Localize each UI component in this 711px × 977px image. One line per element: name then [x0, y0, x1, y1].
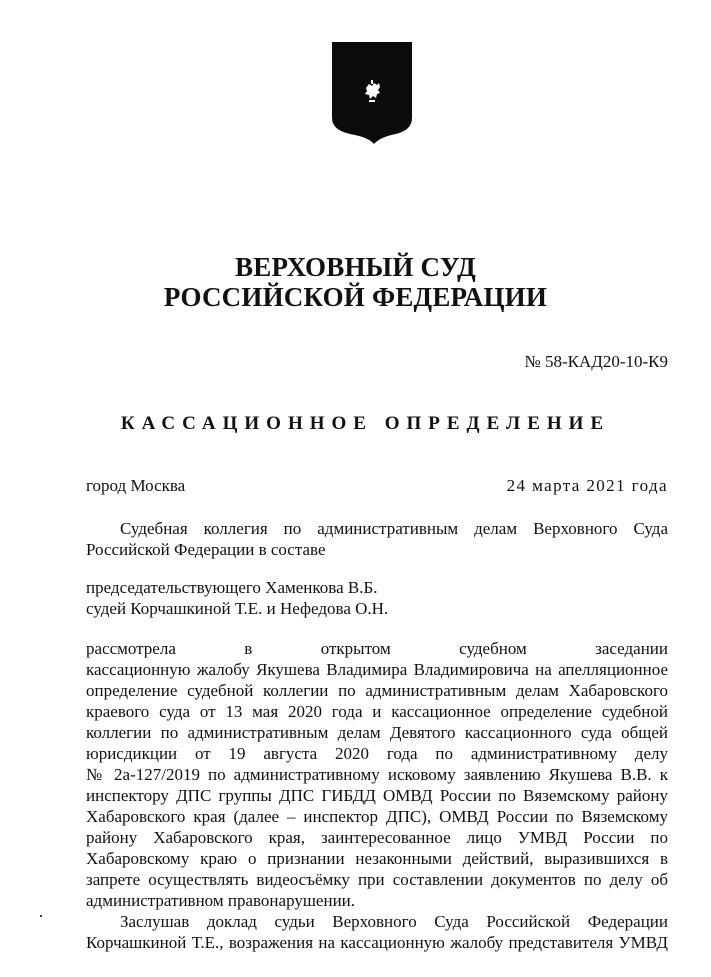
coat-of-arms-emblem: [330, 40, 414, 146]
text-line: Судебная коллегия по административным делам Верховного Суда: [120, 519, 668, 538]
main-paragraph: [86, 638, 668, 953]
court-name-line1: ВЕРХОВНЫЙ СУД: [235, 252, 476, 282]
text-line: Корчашкиной Т.Е., возражения на кассационную жалобу представителя УМВД: [86, 933, 668, 952]
text-line: судей Корчашкиной Т.Е. и Нефедова О.Н.: [86, 599, 389, 618]
text-line: району Хабаровского края, заинтересованное лицо УМВД России по: [86, 828, 668, 847]
text-line: краевого суда от 13 мая 2020 года и кассационное определение судебной: [86, 702, 668, 721]
case-number: № 58-КАД20-10-К9: [524, 352, 668, 371]
text-line: кассационную жалобу Якушева Владимира Владимировича на апелляционное: [86, 660, 668, 679]
place-of-issue: город Москва: [86, 476, 186, 495]
shield-icon: [330, 40, 414, 146]
text-line: определение судебной коллегии по административным делам Хабаровского: [86, 681, 668, 700]
intro-paragraph: [86, 518, 668, 560]
text-line: председательствующего Хаменкова В.Б.: [86, 578, 378, 597]
court-name-line2: РОССИЙСКОЙ ФЕДЕРАЦИИ: [163, 282, 548, 312]
text-line: инспектору ДПС группы ДПС ГИБДД ОМВД России по Вяземскому району: [86, 786, 668, 805]
text-line: № 2а-127/2019 по административному исковому заявлению Якушева В.В. к: [86, 765, 668, 784]
date-of-issue: 24 марта 2021 года: [506, 476, 668, 495]
text-line: Заслушав доклад судьи Верховного Суда Российской Федерации: [120, 912, 668, 931]
text-line: юрисдикции от 19 августа 2020 года по административному делу: [86, 744, 668, 763]
margin-mark: [40, 915, 42, 917]
document-type-title: КАССАЦИОННОЕ ОПРЕДЕЛЕНИЕ: [120, 413, 611, 434]
text-line: Российской Федерации в составе: [86, 540, 326, 559]
text-line: коллегии по административным делам Девятого кассационного суда общей: [86, 723, 668, 742]
text-line: Хабаровскому краю о признании незаконными действий, выразившихся в: [86, 849, 668, 868]
panel-composition: [86, 577, 668, 619]
text-line: рассмотрела в открытом судебном заседании: [86, 639, 668, 658]
text-line: административном правонарушении.: [86, 891, 356, 910]
text-line: запрете осуществлять видеосъёмку при составлении документов по делу об: [86, 870, 668, 889]
text-line: Хабаровского края (далее – инспектор ДПС), ОМВД России по Вяземскому: [86, 807, 668, 826]
